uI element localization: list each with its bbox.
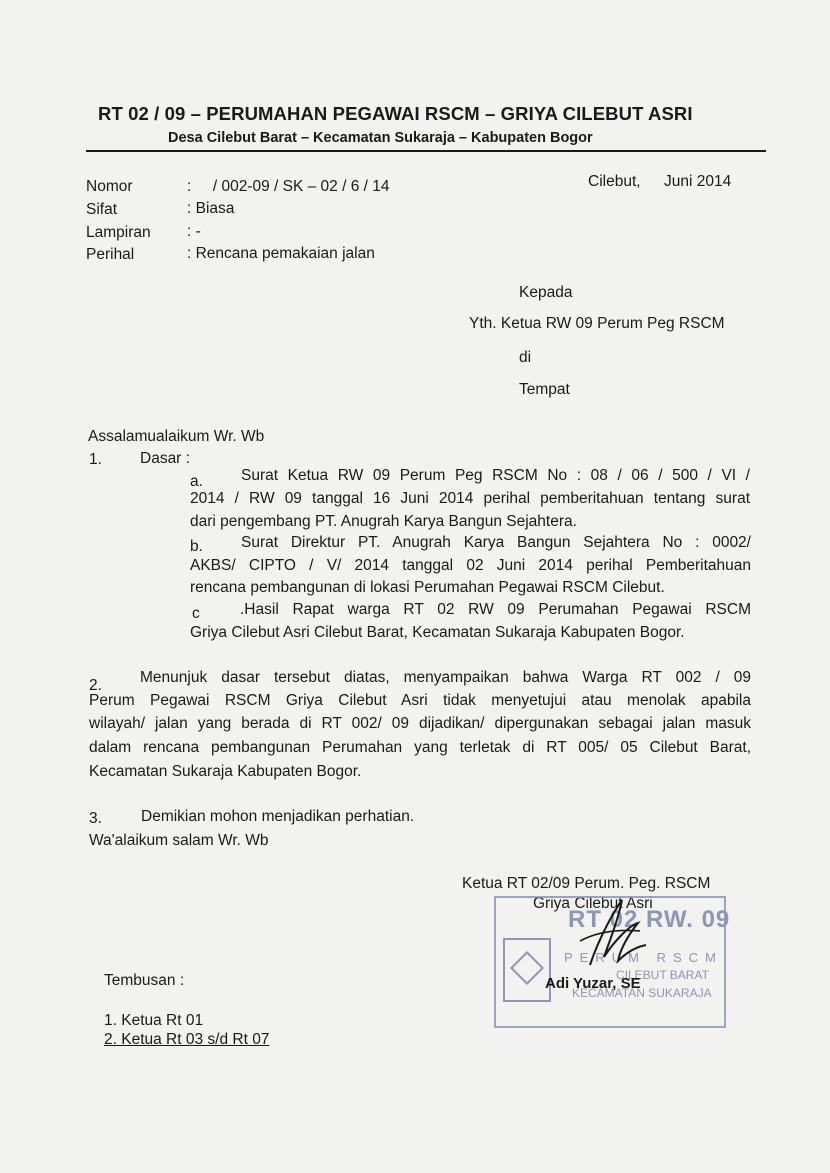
letterhead-subtitle: Desa Cilebut Barat – Kecamatan Sukaraja – Kabupaten Bogor xyxy=(168,130,593,146)
lampiran-value: : - xyxy=(187,223,201,240)
item-a-line-3: dari pengembang PT. Anugrah Karya Bangun Sejahtera. xyxy=(190,513,577,530)
item-a-letter: a. xyxy=(190,473,203,490)
recipient-tempat: Tempat xyxy=(519,381,570,398)
signatory-organization: Griya Cilebut Asri xyxy=(533,895,653,912)
nomor-value: : / 002-09 / SK – 02 / 6 / 14 xyxy=(187,178,390,195)
handwritten-signature xyxy=(560,895,650,975)
point-2-number: 2. xyxy=(89,677,102,694)
lampiran-label: Lampiran xyxy=(86,224,151,241)
perihal-value: : Rencana pemakaian jalan xyxy=(187,245,375,262)
stamp-emblem-icon xyxy=(503,938,551,1002)
perihal-label: Perihal xyxy=(86,246,135,263)
point-1-label: Dasar : xyxy=(140,450,190,467)
point-3-number: 3. xyxy=(89,810,102,827)
recipient-di: di xyxy=(519,349,532,366)
point-3-text: Demikian mohon menjadikan perhatian. xyxy=(141,808,415,825)
letterhead-title: RT 02 / 09 – PERUMAHAN PEGAWAI RSCM – GRIYA CILEBUT ASRI xyxy=(98,103,693,124)
item-c-line-1: .Hasil Rapat warga RT 02 RW 09 Perumahan Pegawai RSCM xyxy=(240,601,751,618)
tembusan-label: Tembusan : xyxy=(104,972,185,989)
letterhead-rule xyxy=(86,150,766,152)
item-c-line-2: Griya Cilebut Asri Cilebut Barat, Kecamatan Sukaraja Kabupaten Bogor. xyxy=(190,624,685,641)
point-2-line-3: wilayah/ jalan yang berada di RT 002/ 09 dijadikan/ dipergunakan sebagai jalan masuk xyxy=(89,715,751,732)
stamp-top-text: RT 02 RW. 09 xyxy=(568,906,731,933)
item-c-letter: c xyxy=(192,605,200,622)
letter-date: Juni 2014 xyxy=(664,173,732,190)
tembusan-item-1: 1. Ketua Rt 01 xyxy=(104,1012,204,1029)
item-b-line-2: AKBS/ CIPTO / V/ 2014 tanggal 02 Juni 2014 perihal Pemberitahuan xyxy=(190,557,751,574)
sifat-value: : Biasa xyxy=(187,200,235,217)
stamp-mid-text: PERUM RSCM xyxy=(564,950,723,965)
greeting: Assalamualaikum Wr. Wb xyxy=(88,428,265,445)
point-1-number: 1. xyxy=(89,451,102,468)
nomor-label: Nomor xyxy=(86,178,133,195)
point-2-line-1: Menunjuk dasar tersebut diatas, menyampaikan bahwa Warga RT 002 / 09 xyxy=(140,669,751,686)
item-a-line-2: 2014 / RW 09 tanggal 16 Juni 2014 perihal pemberitahuan tentang surat xyxy=(190,490,750,507)
stamp-line-2: KECAMATAN SUKARAJA xyxy=(572,986,712,1000)
item-b-line-3: rencana pembangunan di lokasi Perumahan Pegawai RSCM Cilebut. xyxy=(190,579,665,596)
signatory-position: Ketua RT 02/09 Perum. Peg. RSCM xyxy=(462,875,711,892)
sifat-label: Sifat xyxy=(86,201,118,218)
item-b-letter: b. xyxy=(190,538,203,555)
item-a-line-1: Surat Ketua RW 09 Perum Peg RSCM No : 08 / 06 / 500 / VI / xyxy=(241,467,750,484)
recipient-kepada: Kepada xyxy=(519,284,573,301)
letter-place: Cilebut, xyxy=(588,173,641,190)
recipient-yth: Yth. Ketua RW 09 Perum Peg RSCM xyxy=(469,315,725,332)
item-b-line-1: Surat Direktur PT. Anugrah Karya Bangun Sejahtera No : 0002/ xyxy=(241,534,751,551)
stamp-line-1: CILEBUT BARAT xyxy=(616,968,709,982)
point-2-line-2: Perum Pegawai RSCM Griya Cilebut Asri tidak menyetujui atau menolak apabila xyxy=(89,692,751,709)
tembusan-item-2: 2. Ketua Rt 03 s/d Rt 07 xyxy=(104,1031,270,1048)
point-2-line-4: dalam rencana pembangunan Perumahan yang terletak di RT 005/ 05 Cilebut Barat, xyxy=(89,739,751,756)
point-2-line-5: Kecamatan Sukaraja Kabupaten Bogor. xyxy=(89,763,362,780)
signatory-name: Adi Yuzar, SE xyxy=(545,975,641,992)
closing: Wa'alaikum salam Wr. Wb xyxy=(89,832,269,849)
